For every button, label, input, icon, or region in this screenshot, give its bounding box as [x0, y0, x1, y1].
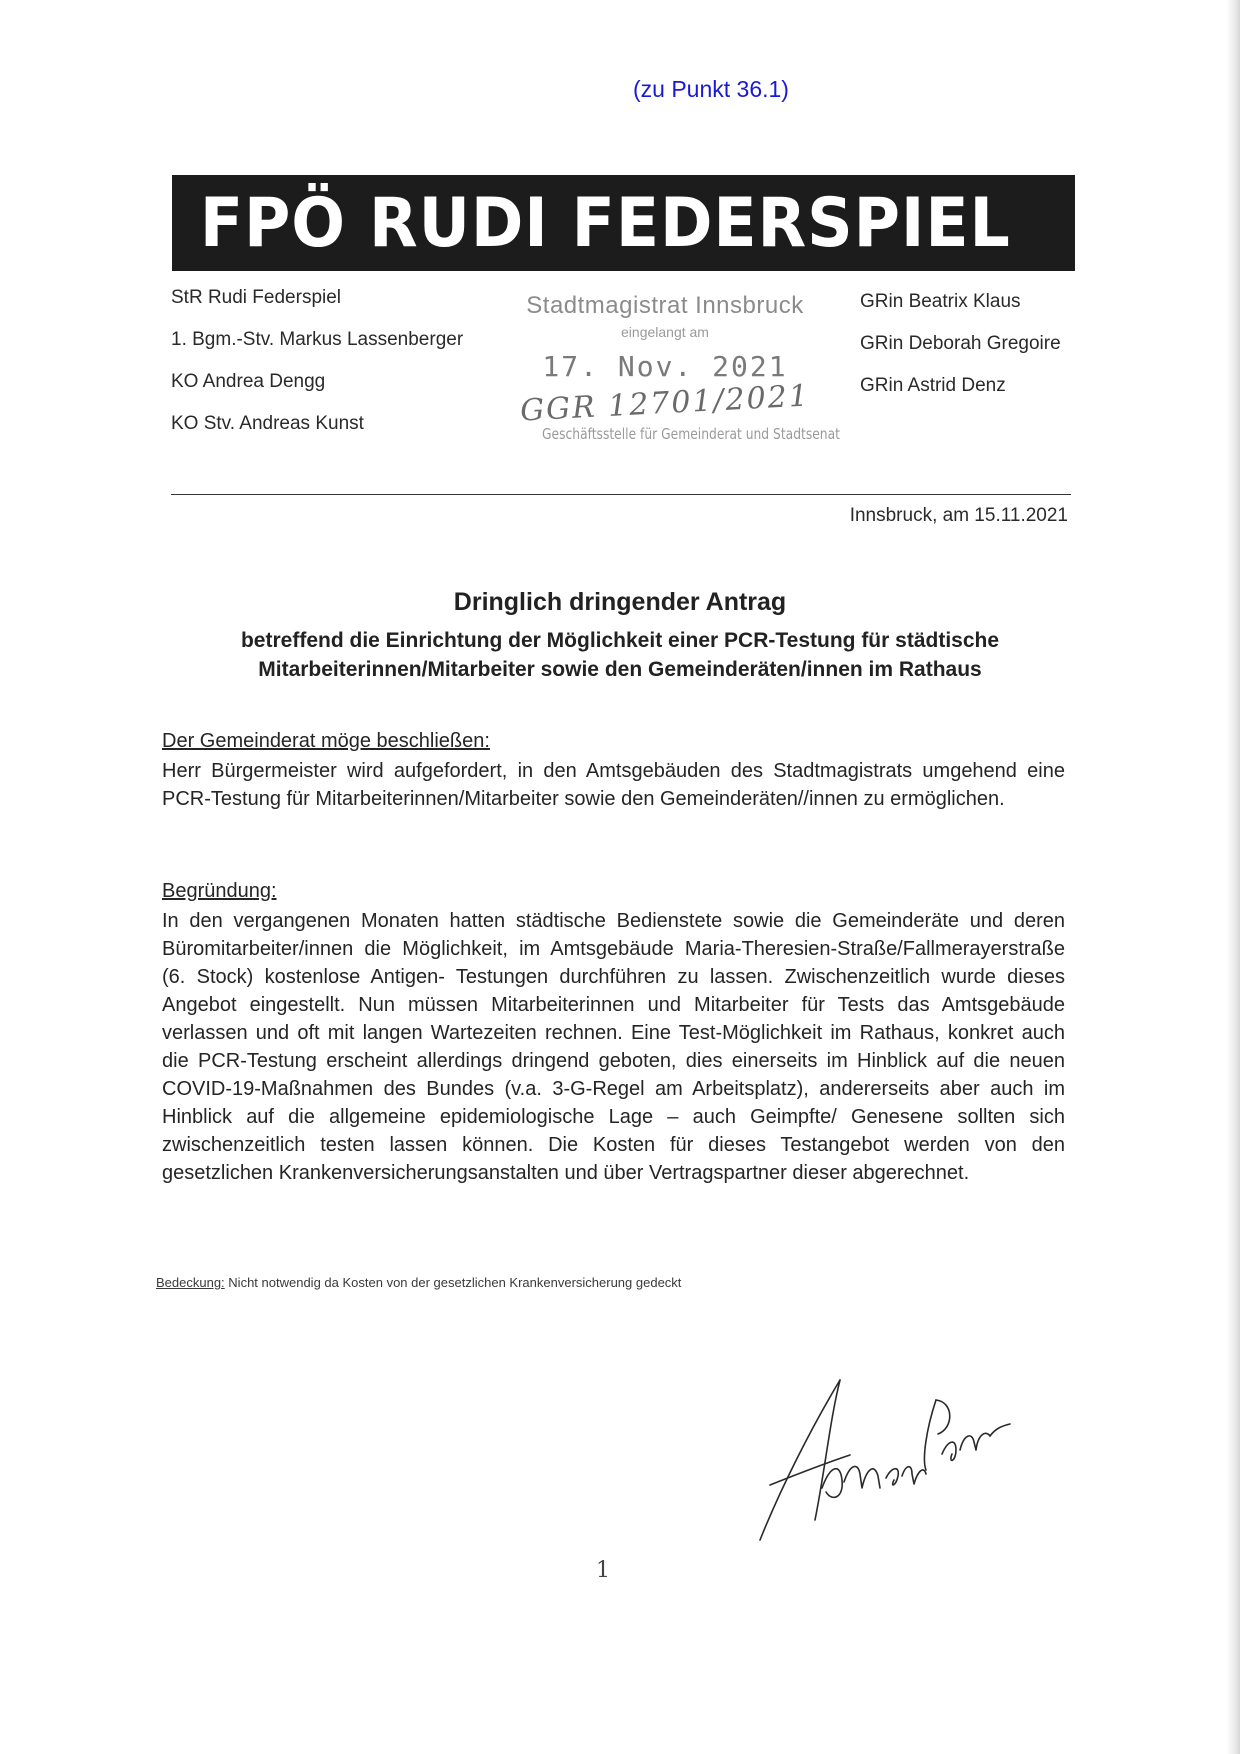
motion-text: Herr Bürgermeister wird aufgefordert, in den Amtsgebäuden des Stadtmagistrats umgehend eine PCR-Testung für Mitarbeiterinnen/Mitarbeiter sowie den Gemeinderäten//innen zu ermöglichen.: [162, 760, 1065, 810]
motion-label: Der Gemeinderat möge beschließen:: [162, 730, 490, 752]
members-right-column: [860, 290, 1061, 416]
stamp-received-label: eingelangt am: [621, 324, 709, 340]
stamp-office: Stadtmagistrat Innsbruck: [526, 292, 804, 319]
member-name: GRin Deborah Gregoire: [860, 333, 1061, 354]
receipt-stamp: [515, 292, 840, 443]
document-title: Dringlich dringender Antrag: [453, 588, 787, 616]
page-edge-shadow: [1226, 0, 1240, 1754]
coverage-label: Bedeckung:: [156, 1275, 225, 1290]
banner-title: FPÖ RUDI FEDERSPIEL: [199, 183, 1011, 263]
stamp-date: 17. Nov. 2021: [542, 350, 788, 383]
reasoning-text: In den vergangenen Monaten hatten städtische Bedienstete sowie die Gemeinderäte und deren Büromitarbeiter/innen die Möglichkeit, im Amtsgebäude Maria-Theresien-Straße/Fallmerayerstraße (6. Stock) kostenlose Antigen- Testungen durchführen zu lassen. Zwischenzeitlich wurde dieses Angebot eingestellt. Nun müssen Mitarbeiterinnen und Mitarbeiter für Tests das Amtsgebäude verlassen und oft mit langen Wartezeiten rechnen. Eine Test-Möglichkeit im Rathaus, konkret auch die PCR-Testung erscheint allerdings dringend geboten, dies einerseits im Hinblick auf die neuen COVID-19-Maßnahmen des Bundes (v.a. 3-G-Regel am Arbeitsplatz), andererseits aber auch im Hinblick auf die allgemeine epidemiologische Lage – auch Geimpfte/ Genesene sollten sich zwischenzeitlich testen lassen können. Die Kosten für dieses Testangebot werden von den gesetzlichen Krankenversicherungsanstalten und über Vertragspartner dieser abgerechnet.: [162, 910, 1065, 1184]
agenda-reference: (zu Punkt 36.1): [633, 76, 789, 102]
stamp-file-number: GGR 12701/2021: [519, 378, 811, 429]
page-number: 1: [596, 1558, 610, 1583]
header-divider: [171, 494, 1071, 495]
member-name: GRin Beatrix Klaus: [860, 291, 1021, 312]
stamp-department: Geschäftsstelle für Gemeinderat und Stadtsenat: [542, 425, 840, 443]
coverage-text: Nicht notwendig da Kosten von der gesetzlichen Krankenversicherung gedeckt: [228, 1275, 682, 1290]
handwritten-signature: [740, 1370, 1020, 1550]
reasoning-label: Begründung:: [162, 880, 277, 902]
document-subtitle: betreffend die Einrichtung der Möglichkeit einer PCR-Testung für städtische Mitarbeiterinnen/Mitarbeiter sowie den Gemeinderäten/innen im Rathaus: [240, 629, 1000, 681]
party-banner: [172, 175, 1075, 271]
place-date: Innsbruck, am 15.11.2021: [849, 505, 1068, 526]
members-left-column: [171, 286, 463, 454]
member-name: StR Rudi Federspiel: [171, 287, 342, 308]
coverage-note: [156, 1275, 681, 1290]
member-name: KO Andrea Dengg: [171, 371, 326, 392]
member-name: KO Stv. Andreas Kunst: [171, 413, 364, 434]
member-name: GRin Astrid Denz: [860, 375, 1006, 396]
member-name: 1. Bgm.-Stv. Markus Lassenberger: [171, 329, 464, 350]
